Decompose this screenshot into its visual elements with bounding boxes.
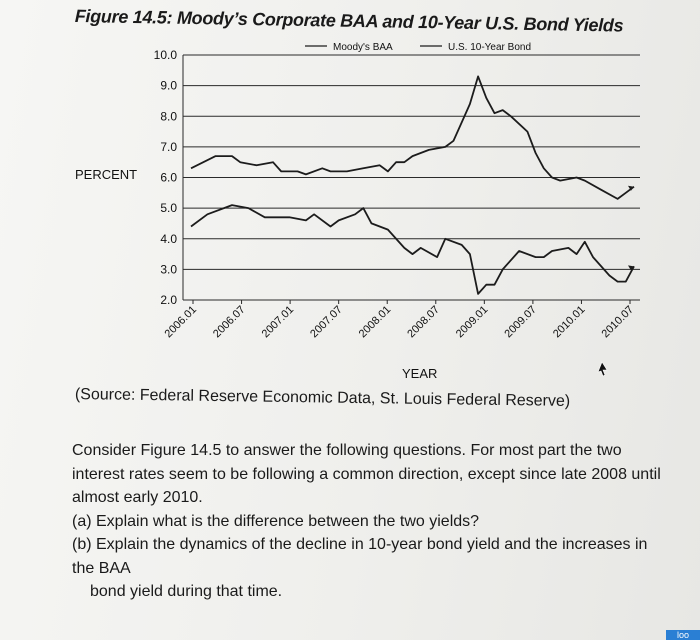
legend-label: U.S. 10-Year Bond [448,42,532,53]
question-part-a: (a) Explain what is the difference between the two yields? [72,512,480,530]
question-part-b-continued: bond yield during that time. [90,583,283,600]
series-line-us-10yr-bond [191,205,634,294]
source-caption: (Source: Federal Reserve Economic Data, St. Louis Federal Reserve) [74,386,571,410]
x-tick-label: 2009.01 [453,303,491,341]
y-tick-label: 6.0 [160,170,177,185]
y-tick-label: 2.0 [160,293,177,307]
question-intro: Consider Figure 14.5 to answer the following questions. For most part the two interest rates seem to be following a common direction, except since late 2008 until almost early 2010. [72,442,661,506]
chart-axes [154,48,640,340]
x-axis-label: YEAR [402,366,438,381]
y-tick-label: 9.0 [160,78,177,93]
series-line-moodys-baa [191,76,634,198]
y-axis-label: PERCENT [75,167,138,182]
question-part-b: (b) Explain the dynamics of the decline in 10-year bond yield and the increases in the BAA [72,536,648,577]
x-tick-label: 2009.07 [502,303,540,341]
mouse-cursor-icon [598,362,607,376]
corner-tab[interactable]: loo [666,630,700,640]
chart-series [191,76,634,294]
question-text [72,439,672,604]
x-tick-label: 2006.01 [162,303,200,341]
x-tick-label: 2007.01 [259,303,297,341]
y-tick-label: 3.0 [160,262,177,277]
chart-legend [305,42,531,53]
x-tick-label: 2006.07 [211,303,248,341]
figure-title: Figure 14.5: Moody’s Corporate BAA and 10-Year U.S. Bond Yields [74,6,624,36]
x-tick-label: 2008.07 [405,303,442,341]
y-tick-label: 5.0 [160,201,177,216]
x-tick-label: 2010.07 [599,303,637,341]
y-tick-label: 8.0 [160,109,177,124]
y-tick-label: 7.0 [160,139,177,154]
x-tick-label: 2008.01 [356,303,394,341]
legend-label: Moody's BAA [333,42,393,53]
x-tick-label: 2007.07 [308,303,345,341]
y-tick-label: 4.0 [160,231,177,246]
y-tick-label: 10.0 [153,48,177,62]
x-tick-label: 2010.01 [550,303,588,341]
